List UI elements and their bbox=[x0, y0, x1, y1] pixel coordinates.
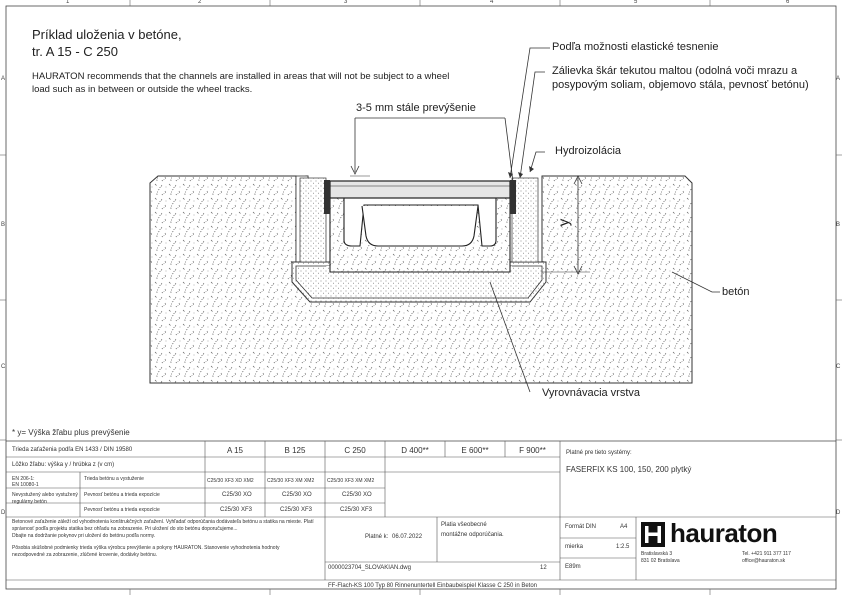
company-logo-text: hauraton bbox=[670, 518, 778, 548]
grid-col-5: 5 bbox=[634, 0, 638, 5]
valid-for-label: Platné pre tieto systémy: bbox=[566, 450, 632, 456]
label-y-dimension: y bbox=[555, 218, 573, 227]
label-seal: Podľa možnosti elastické tesnenie bbox=[552, 41, 719, 53]
table-class-d400: D 400** bbox=[401, 446, 429, 455]
table-standard-label: Trieda zaťaženia podľa EN 1433 / DIN 19580 bbox=[12, 447, 133, 453]
page-title-line-1: Príklad uloženia v betóne, bbox=[32, 27, 182, 42]
grid-row-b-right: B bbox=[836, 222, 841, 228]
disclaimer-line-4: Pôsobia skúšobné podmienky trieda výška výrobcu prevýšenie a pokyny HAURATON. Stanovenie vyhodnotenia hodnoty bbox=[12, 545, 280, 551]
disclaimer-line-3: Dbajte na dodržanie pokynov pri uložení do betónu podľa normy. bbox=[12, 533, 156, 539]
table-class-b125: B 125 bbox=[284, 446, 306, 455]
validity-line-1: Platia všeobecné bbox=[441, 522, 487, 528]
table-cell-b-1: C25/30 XF3 XM XM2 bbox=[267, 478, 315, 484]
label-waterproofing: Hydroizolácia bbox=[555, 145, 622, 157]
table-row-label-2a: EN 206-1: bbox=[12, 476, 35, 482]
footnote: * y= Výška žľabu plus prevýšenie bbox=[12, 428, 130, 437]
grid-col-6: 6 bbox=[786, 0, 790, 5]
disclaimer-line-5: nezodpovedné za zobrazenie, zlúčené krovenie, dodávky betónu. bbox=[12, 552, 158, 558]
table-cell-c-1: C25/30 XF3 XM XM2 bbox=[327, 478, 375, 484]
table-cell-a-3: C25/30 XF3 bbox=[220, 507, 253, 513]
label-joint-fill-1: Zálievka škár tekutou maltou (odolná voči mrazu a bbox=[552, 65, 798, 77]
table-class-c250: C 250 bbox=[344, 446, 366, 455]
scale-value: 1:2.5 bbox=[616, 544, 630, 550]
drawing-number: 0000023704_SLOVAKIAN.dwg bbox=[328, 565, 411, 571]
table-cell-c-3: C25/30 XF3 bbox=[340, 507, 373, 513]
grid-col-2: 2 bbox=[198, 0, 202, 5]
intro-note-line-2: load such as in between or outside the wheel tracks. bbox=[32, 84, 253, 95]
format-label: Formát DIN bbox=[565, 524, 597, 530]
grid-row-d-right: D bbox=[836, 510, 841, 516]
grid-row-a: A bbox=[1, 76, 6, 82]
table-row-label-1: Lôžko žľabu: výška y / hrúbka z (v cm) bbox=[12, 462, 115, 468]
scale-label: mierka bbox=[565, 544, 584, 550]
validity-line-2: montážne odporúčania. bbox=[441, 532, 504, 538]
label-leveling: Vyrovnávacia vrstva bbox=[542, 387, 641, 399]
company-city: 831 02 Bratislava bbox=[641, 558, 680, 564]
grid-col-1: 1 bbox=[66, 0, 70, 5]
grid-row-d: D bbox=[1, 510, 6, 516]
hauraton-logo-mark bbox=[641, 522, 665, 547]
company-email: office@hauraton.sk bbox=[742, 558, 786, 564]
table-row-label-2b: EN 10080-1 bbox=[12, 482, 39, 488]
table-cell-b-3: C25/30 XF3 bbox=[280, 507, 313, 513]
edge-rail-left bbox=[324, 180, 330, 214]
company-phone: Tel. +421 911 377 117 bbox=[742, 551, 791, 557]
page-title-line-2: tr. A 15 - C 250 bbox=[32, 44, 118, 59]
company-street: Bratislavská 3 bbox=[641, 551, 673, 557]
format-value: A4 bbox=[620, 524, 628, 530]
table-class-f900: F 900** bbox=[519, 446, 546, 455]
disclaimer-line-2: správnosť podľa projektu statika bez ohľadu na zobrazenie. Pri uložení do sto betónu doporučujeme... bbox=[12, 526, 238, 532]
grid-col-4: 4 bbox=[490, 0, 494, 5]
table-cell-c-2: C25/30 XO bbox=[342, 492, 372, 498]
drawing-caption: FF-Flach-KS 100 Typ 80 Rinnenuntertell Einbaubeispiel Klasse C 250 in Beton bbox=[328, 583, 538, 589]
grid-row-b: B bbox=[1, 222, 6, 228]
grid-row-c-right: C bbox=[836, 364, 841, 370]
label-joint-fill-2: posypovým soliam, objemovo stála, pevnosť betónu) bbox=[552, 79, 809, 91]
label-concrete: betón bbox=[722, 286, 750, 298]
intro-note-line-1: HAURATON recommends that the channels are installed in areas that will not be subject to a wheel bbox=[32, 71, 450, 82]
grating bbox=[330, 181, 510, 198]
table-cell-b-2: C25/30 XO bbox=[282, 492, 312, 498]
table-row-label-2c: Nevystužený alebo vystužený bbox=[12, 492, 78, 498]
valid-for-systems: FASERFIX KS 100, 150, 200 plytký bbox=[566, 465, 692, 474]
table-class-a15: A 15 bbox=[226, 446, 243, 455]
grid-col-3: 3 bbox=[344, 0, 348, 5]
table-cell-a-1: C25/30 XF3 XD XM2 bbox=[207, 478, 254, 484]
date-label: Platné k: bbox=[365, 534, 389, 540]
date-value: 06.07.2022 bbox=[392, 534, 423, 540]
table-row-label-2d: regulárny betón bbox=[12, 499, 47, 505]
table-sub-label-2: Pevnosť betónu a trieda expozície bbox=[84, 492, 160, 498]
grid-row-c: C bbox=[1, 364, 6, 370]
table-sub-label-1: Trieda betónu a vystuženie bbox=[84, 476, 144, 482]
sheet-number: 12 bbox=[540, 565, 547, 571]
drawing-code: E89m bbox=[565, 564, 581, 570]
grid-row-a-right: A bbox=[836, 76, 841, 82]
label-elevation: 3-5 mm stále prevýšenie bbox=[356, 102, 476, 114]
table-class-e600: E 600** bbox=[461, 446, 489, 455]
table-sub-label-3: Pevnosť betónu a trieda expozície bbox=[84, 507, 160, 513]
table-cell-a-2: C25/30 XO bbox=[222, 492, 252, 498]
disclaimer-line-1: Betonové zaťaženie záleží od vyhodnotenia konštrukčných zaťažení. Vyhľadať odporúčania dodávateľa betónu a statika na mieste. Platí bbox=[12, 519, 314, 525]
